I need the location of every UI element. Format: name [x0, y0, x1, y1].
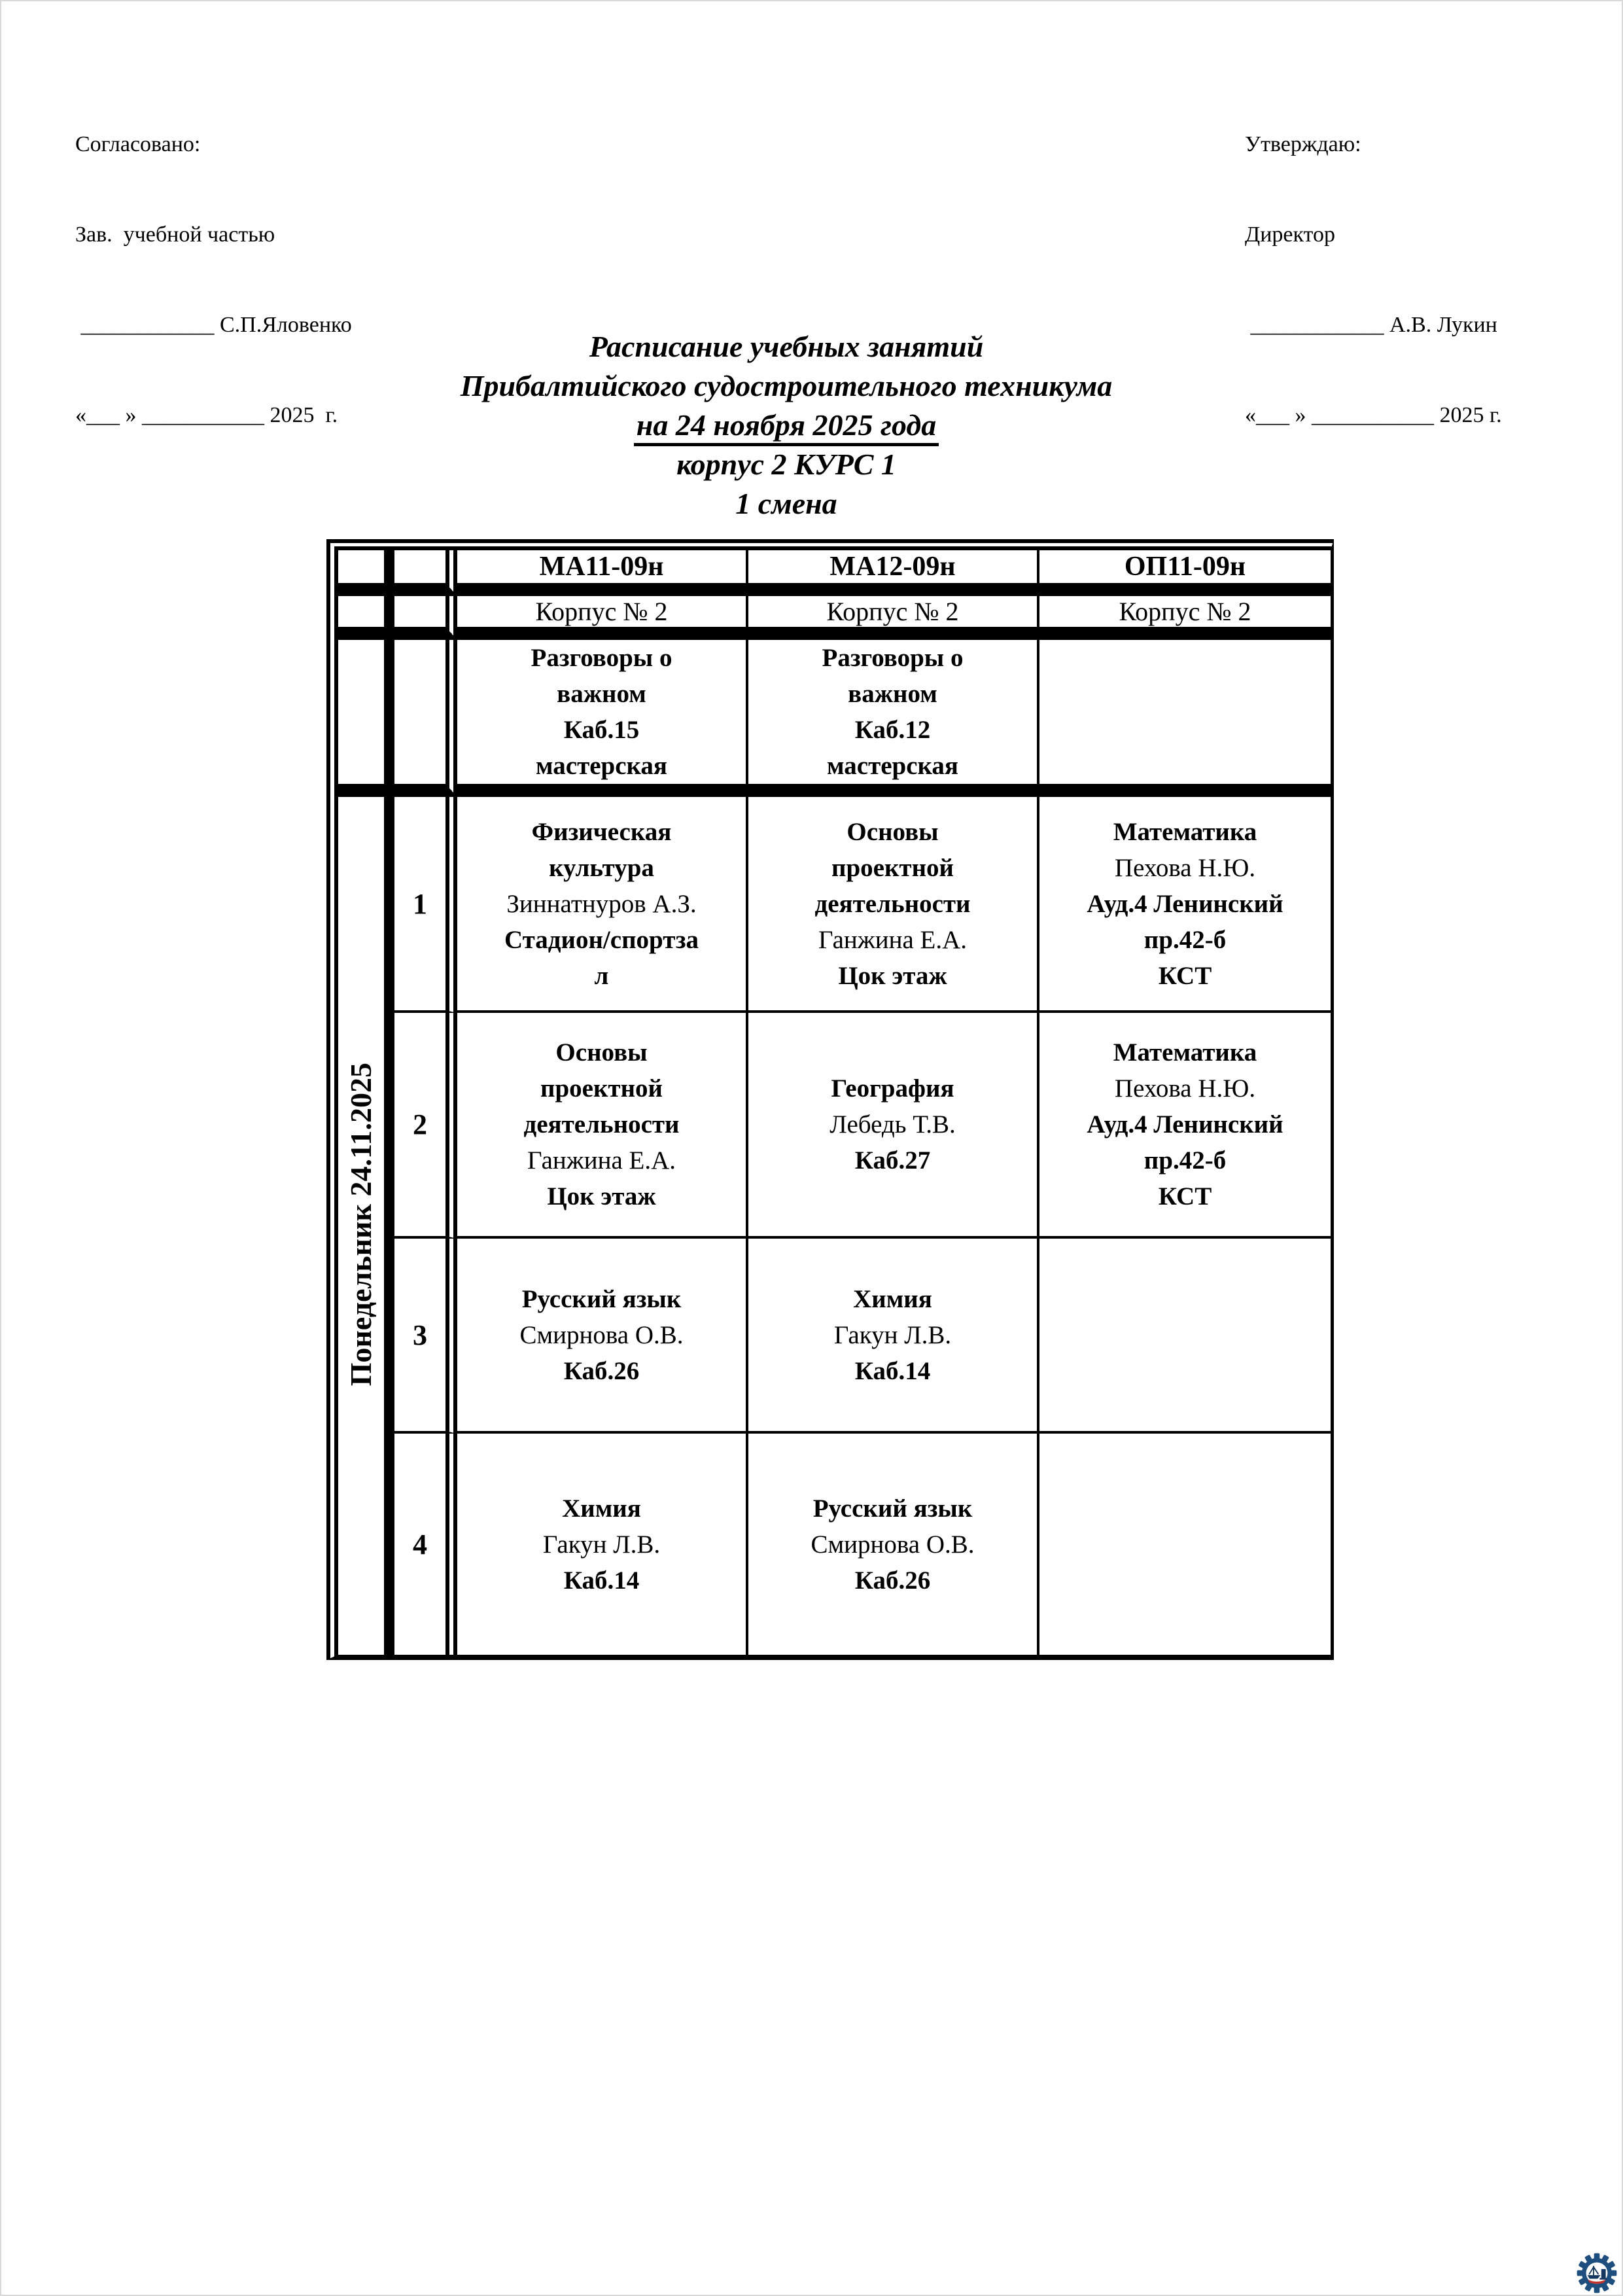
- approval-right-line: Директор: [1245, 222, 1335, 247]
- cell-line: Каб.26: [563, 1356, 640, 1385]
- cell-line: Русский язык: [521, 1284, 682, 1313]
- header-day-spacer-cell: [338, 550, 394, 596]
- cell-line: Ауд.4 Ленинский: [1087, 889, 1283, 918]
- title-line-3: [27, 406, 1545, 445]
- title-line-2: Прибалтийского судостроительного техникума: [460, 369, 1113, 402]
- lesson-3-cell-op11: [1039, 1239, 1331, 1434]
- header-row-korpus: [338, 596, 1331, 640]
- title-line-4: корпус 2 КУРС 1: [676, 448, 896, 481]
- korpus-cell-ma12: Корпус № 2: [748, 596, 1039, 640]
- cell-line: Зиннатнуров А.З.: [506, 889, 697, 918]
- logo-dock-base: [1599, 2278, 1607, 2279]
- header-num-spacer-cell: [394, 550, 457, 596]
- cell-line: Математика: [1113, 1038, 1257, 1067]
- razgovory-day-spacer-cell: [338, 640, 394, 797]
- approval-left-line: Согласовано:: [75, 132, 201, 156]
- razgovory-cell-ma12: [748, 640, 1039, 797]
- cell-line: проектной: [831, 853, 954, 882]
- lesson-4-cell-ma12: [748, 1434, 1039, 1655]
- cell-line: Гакун Л.В.: [542, 1530, 661, 1559]
- approval-left-signature-line: ____________ С.П.Яловенко: [75, 313, 352, 337]
- razgovory-cell-op11: [1039, 640, 1331, 797]
- korpus-day-spacer-cell: [338, 596, 394, 640]
- cell-line: Каб.27: [854, 1146, 931, 1174]
- lesson-1-cell-ma11: [457, 797, 748, 1013]
- header-row-groups: [338, 550, 1331, 596]
- group-header-ma12: МА12-09н: [748, 550, 1039, 596]
- lesson-number-3: 3: [394, 1239, 457, 1434]
- cell-line: Смирнова О.В.: [519, 1320, 684, 1349]
- razgovory-num-spacer-cell: [394, 640, 457, 797]
- cell-line: Физическая: [531, 817, 672, 846]
- razgovory-cell-ma11: [457, 640, 748, 797]
- logo-dock-structure: [1601, 2269, 1606, 2278]
- cell-line: Разговоры о: [822, 644, 964, 672]
- cell-line: важном: [848, 680, 937, 708]
- approval-right-line: Утверждаю:: [1245, 132, 1361, 156]
- lesson-2-cell-ma12: [748, 1013, 1039, 1239]
- lesson-1-cell-op11: [1039, 797, 1331, 1013]
- cell-line: Математика: [1113, 817, 1257, 846]
- cell-line: пр.42-б: [1143, 925, 1227, 954]
- cell-line: л: [594, 961, 609, 990]
- title-line-1: Расписание учебных занятий: [589, 330, 984, 363]
- cell-line: Каб.14: [563, 1566, 640, 1595]
- lesson-row-3: [338, 1239, 1331, 1434]
- cell-line: Пехова Н.Ю.: [1114, 853, 1256, 882]
- cell-line: Лебедь Т.В.: [829, 1110, 956, 1139]
- college-logo-icon: [1577, 2252, 1617, 2294]
- korpus-cell-ma11: Корпус № 2: [457, 596, 748, 640]
- cell-line: Цок этаж: [838, 961, 947, 990]
- lesson-row-1: [338, 797, 1331, 1013]
- cell-line: Ганжина Е.А.: [527, 1146, 676, 1174]
- lesson-4-cell-ma11: [457, 1434, 748, 1655]
- lesson-3-cell-ma12: [748, 1239, 1039, 1434]
- approval-right-date-line: «___ » ___________ 2025 г.: [1245, 403, 1502, 427]
- cell-line: География: [831, 1074, 954, 1103]
- cell-line: мастерская: [535, 752, 668, 780]
- title-line-5: 1 смена: [735, 487, 837, 520]
- cell-line: Каб.26: [854, 1566, 931, 1595]
- cell-line: КСТ: [1158, 961, 1212, 990]
- title-date-underlined: на 24 ноября 2025 года: [634, 408, 939, 446]
- lesson-number-1: 1: [394, 797, 457, 1013]
- group-header-ma11: МА11-09н: [457, 550, 748, 596]
- cell-line: проектной: [540, 1074, 663, 1103]
- document-title: [27, 327, 1545, 523]
- cell-line: Каб.14: [854, 1356, 931, 1385]
- lesson-number-2: 2: [394, 1013, 457, 1239]
- cell-line: важном: [557, 680, 646, 708]
- cell-line: Разговоры о: [531, 644, 672, 672]
- cell-line: Ауд.4 Ленинский: [1087, 1110, 1283, 1139]
- schedule-table: [326, 539, 1334, 1660]
- approval-left-date-line: «___ » ___________ 2025 г.: [75, 403, 338, 427]
- cell-line: Химия: [853, 1284, 932, 1313]
- cell-line: Химия: [562, 1494, 641, 1523]
- cell-line: Русский язык: [812, 1494, 973, 1523]
- approval-left-line: Зав. учебной частью: [75, 222, 275, 247]
- lesson-2-cell-op11: [1039, 1013, 1331, 1239]
- cell-line: Стадион/спортза: [504, 925, 699, 954]
- cell-line: Каб.15: [563, 716, 640, 744]
- cell-line: мастерская: [826, 752, 959, 780]
- lesson-4-cell-op11: [1039, 1434, 1331, 1655]
- cell-line: Пехова Н.Ю.: [1114, 1074, 1256, 1103]
- lesson-row-4: [338, 1434, 1331, 1655]
- lesson-number-4: 4: [394, 1434, 457, 1655]
- cell-line: Ганжина Е.А.: [818, 925, 967, 954]
- korpus-cell-op11: Корпус № 2: [1039, 596, 1331, 640]
- group-header-op11: ОП11-09н: [1039, 550, 1331, 596]
- cell-line: Смирнова О.В.: [811, 1530, 975, 1559]
- korpus-num-spacer-cell: [394, 596, 457, 640]
- cell-line: деятельности: [523, 1110, 680, 1139]
- cell-line: Цок этаж: [547, 1182, 656, 1210]
- lesson-1-cell-ma12: [748, 797, 1039, 1013]
- cell-line: Основы: [555, 1038, 648, 1067]
- cell-line: Основы: [846, 817, 939, 846]
- razgovory-row: [338, 640, 1331, 797]
- lesson-row-2: [338, 1013, 1331, 1239]
- day-label-cell: [338, 797, 394, 1655]
- lesson-3-cell-ma11: [457, 1239, 748, 1434]
- cell-line: деятельности: [814, 889, 971, 918]
- cell-line: Гакун Л.В.: [833, 1320, 952, 1349]
- day-label-vertical-text: Понедельник 24.11.2025: [344, 1062, 377, 1386]
- cell-line: пр.42-б: [1143, 1146, 1227, 1174]
- approval-right-signature-line: ____________ А.В. Лукин: [1245, 313, 1497, 337]
- cell-line: Каб.12: [854, 716, 931, 744]
- cell-line: культура: [549, 853, 654, 882]
- lesson-2-cell-ma11: [457, 1013, 748, 1239]
- cell-line: КСТ: [1158, 1182, 1212, 1210]
